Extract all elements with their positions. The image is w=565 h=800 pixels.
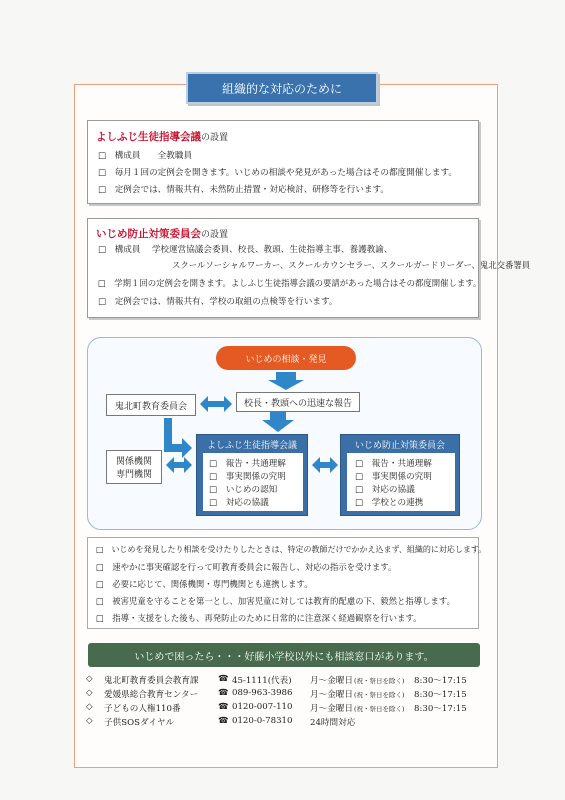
flow-committee-title: いじめ防止対策委員会 xyxy=(354,441,445,451)
policy-item: □ 指導・支援をした後も、再発防止のために日常的に注意深く経過観察を行います。 xyxy=(96,613,422,623)
diamond-icon: ◇ xyxy=(86,702,93,712)
contact-days: 24時間対応 xyxy=(310,718,356,728)
phone-icon: ☎ xyxy=(218,716,229,726)
contact-days: 月～金曜日 xyxy=(310,690,353,700)
flow-committee-item: □ 事実関係の究明 xyxy=(355,472,432,482)
flow-committee-list xyxy=(347,453,455,511)
section-committee-heading-em: いじめ防止対策委員会 xyxy=(96,228,201,240)
flow-committee-box xyxy=(340,434,460,516)
flow-agencies-line2: 専門機関 xyxy=(115,470,152,480)
flow-committee-item: □ 報告・共通理解 xyxy=(355,459,432,469)
policy-item: □ 必要に応じて、関係機関・専門機関とも連携します。 xyxy=(96,579,313,589)
contact-tel[interactable]: 45-1111(代表) xyxy=(232,676,292,686)
section-meeting-item: □ 構成員 全教職員 xyxy=(98,151,193,161)
diamond-icon: ◇ xyxy=(86,688,93,698)
policy-item: □ 速やかに事実確認を行って町教育委員会に報告し、対応の指示を受けます。 xyxy=(96,562,397,572)
contact-tel[interactable]: 089-963-3986 xyxy=(232,688,293,698)
diamond-icon: ◇ xyxy=(86,716,93,726)
flow-meeting-item: □ 事実関係の究明 xyxy=(209,472,286,482)
contact-note: (祝・祭日を除く) xyxy=(354,705,405,713)
diamond-icon: ◇ xyxy=(86,674,93,684)
policy-list xyxy=(87,537,487,629)
flow-meeting-box xyxy=(196,434,308,516)
phone-icon: ☎ xyxy=(218,674,229,684)
consult-banner: いじめで困ったら・・・好藤小学校以外にも相談窓口があります。 xyxy=(88,643,480,667)
contact-hours: 8:30～17:15 xyxy=(414,704,467,714)
section-meeting-item: □ 毎月１回の定例会を開きます。いじめの相談や発見があった場合はその都度開催します。 xyxy=(98,168,458,178)
section-committee-item: □ 構成員 学校運営協議会委員、校長、教頭、生徒指導主事、養護教諭、 xyxy=(98,245,393,255)
phone-icon: ☎ xyxy=(218,688,229,698)
flow-meeting-list xyxy=(203,453,303,511)
flow-committee-item: □ 学校との連携 xyxy=(355,498,424,508)
flow-start: いじめの相談・発見 xyxy=(216,346,356,370)
flow-agencies-box xyxy=(106,450,162,484)
contact-name: 愛媛県総合教育センター xyxy=(104,690,199,700)
section-meeting-heading xyxy=(96,129,228,144)
contact-hours: 8:30～17:15 xyxy=(414,690,467,700)
section-committee xyxy=(87,218,531,318)
section-meeting-item: □ 定例会では、情報共有、未然防止措置・対応検討、研修等を行います。 xyxy=(98,185,390,195)
contact-name: 鬼北町教育委員会教育課 xyxy=(104,676,199,686)
section-meeting-heading-post: の設置 xyxy=(201,133,229,143)
contact-tel[interactable]: 0120-0-78310 xyxy=(232,716,293,726)
contact-note: (祝・祭日を除く) xyxy=(354,677,405,685)
flow-agencies-line1: 関係機関 xyxy=(115,457,152,467)
section-committee-heading xyxy=(96,226,228,241)
contact-name: 子供SOSダイヤル xyxy=(104,718,175,728)
section-meeting-heading-em: よしふじ生徒指導会議 xyxy=(96,131,201,143)
policy-item: □ 被害児童を守ることを第一とし、加害児童に対しては教育的配慮の下、毅然と指導します。 xyxy=(96,596,455,606)
section-committee-item: □ 学期１回の定例会を開きます。よしふじ生徒指導会議の要請があった場合はその都度開催します。 xyxy=(98,278,482,288)
flow-meeting-item: □ 報告・共通理解 xyxy=(209,459,286,469)
flow-meeting-item: □ いじめの認知 xyxy=(209,485,278,495)
contact-note: (祝・祭日を除く) xyxy=(354,691,405,699)
contact-days: 月～金曜日 xyxy=(310,676,353,686)
phone-icon: ☎ xyxy=(218,702,229,712)
section-committee-item: スクールソーシャルワーカー、スクールカウンセラー、スクールガードリーダー、鬼北交番署員 xyxy=(172,260,531,270)
flow-meeting-title: よしふじ生徒指導会議 xyxy=(206,441,297,451)
contact-name: 子どもの人権110番 xyxy=(104,704,181,714)
page-title: 組織的な対応のために xyxy=(186,72,378,104)
flow-committee-item: □ 対応の協議 xyxy=(355,485,415,495)
section-committee-item: □ 定例会では、情報共有、学校の取組の点検等を行います。 xyxy=(98,297,338,307)
contact-days: 月～金曜日 xyxy=(310,704,353,714)
flow-board-box: 鬼北町教育委員会 xyxy=(106,394,196,416)
contact-hours: 8:30～17:15 xyxy=(414,676,467,686)
policy-item: □ いじめを発見したり相談を受けたりしたときは、特定の教師だけでかかえ込まず、組織的に対応します。 xyxy=(96,545,487,554)
flow-report-box: 校長・教頭への迅速な報告 xyxy=(236,392,360,412)
flow-meeting-item: □ 対応の協議 xyxy=(209,498,269,508)
section-committee-heading-post: の設置 xyxy=(201,230,229,240)
contact-tel[interactable]: 0120-007-110 xyxy=(232,702,293,712)
section-meeting xyxy=(87,120,479,204)
